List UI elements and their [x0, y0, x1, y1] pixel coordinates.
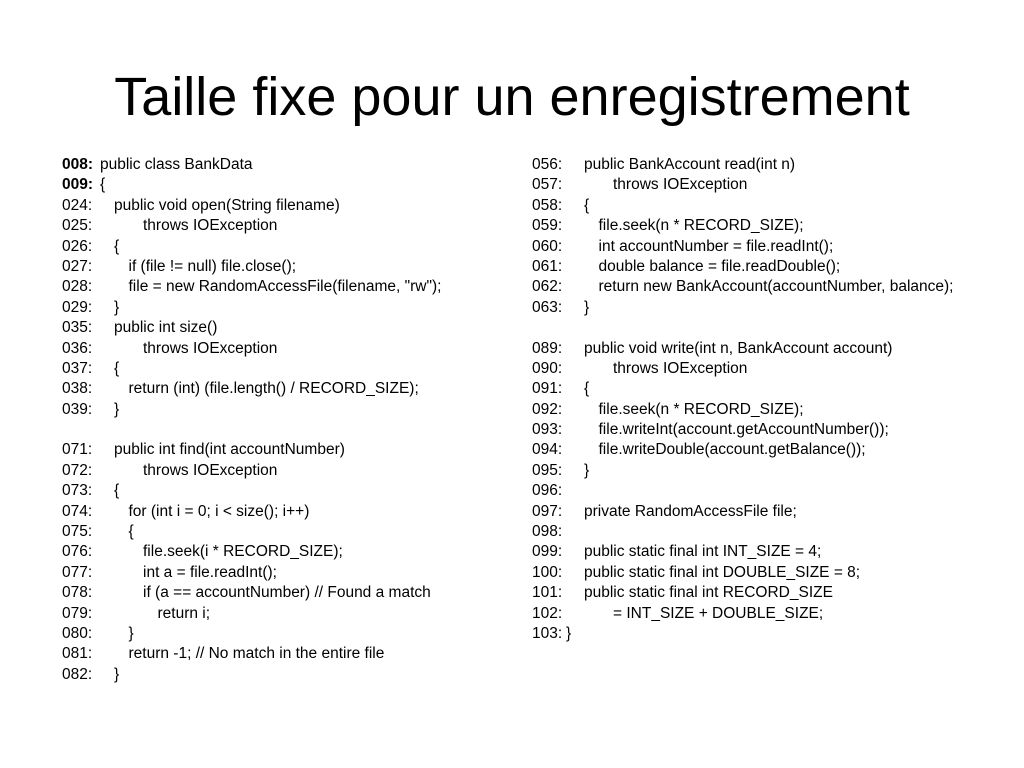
- code-text: public int find(int accountNumber): [114, 441, 345, 459]
- code-line: [532, 175, 1012, 195]
- line-number: 025:: [62, 217, 93, 235]
- code-text: {: [584, 196, 590, 214]
- line-number: 077:: [62, 563, 93, 581]
- code-text: return new BankAccount(accountNumber, balance);: [598, 278, 954, 296]
- code-text: {: [128, 523, 134, 541]
- code-line: [532, 216, 1012, 236]
- line-number: 076:: [62, 543, 93, 561]
- code-text: throws IOException: [613, 359, 748, 377]
- line-number: 024:: [62, 196, 93, 214]
- code-text: public BankAccount read(int n): [584, 156, 796, 173]
- code-line: [532, 318, 1012, 338]
- code-text: throws IOException: [613, 176, 748, 194]
- code-text: }: [114, 298, 120, 316]
- code-text: private RandomAccessFile file;: [584, 502, 797, 520]
- line-number: 078:: [62, 584, 93, 602]
- code-text: return i;: [157, 604, 211, 622]
- code-text: file.writeInt(account.getAccountNumber());: [598, 421, 889, 439]
- code-line: [532, 440, 1012, 460]
- code-line: [62, 604, 522, 624]
- code-line: [62, 440, 522, 460]
- code-line: [62, 481, 522, 501]
- code-line: [532, 359, 1012, 379]
- code-text: int a = file.readInt();: [143, 563, 277, 581]
- line-number: 092:: [532, 400, 563, 418]
- code-line: [532, 420, 1012, 440]
- code-text: public class BankData: [100, 156, 253, 173]
- code-line: [532, 624, 1012, 644]
- code-line: [532, 298, 1012, 318]
- line-number: 080:: [62, 624, 93, 642]
- code-line: [62, 624, 522, 644]
- code-text: throws IOException: [143, 339, 278, 357]
- code-line: [62, 277, 522, 297]
- code-text: {: [114, 482, 120, 500]
- code-line: [62, 665, 522, 685]
- code-line: [62, 237, 522, 257]
- line-number: 039:: [62, 400, 93, 418]
- line-number: 103:: [532, 624, 563, 642]
- code-line: [62, 155, 522, 175]
- code-line: [62, 298, 522, 318]
- line-number: 100:: [532, 563, 563, 581]
- line-number: 074:: [62, 502, 93, 520]
- code-line: [62, 461, 522, 481]
- line-number: 058:: [532, 196, 563, 214]
- line-number: 008:: [62, 156, 94, 173]
- code-text: }: [584, 298, 590, 316]
- code-line: [532, 379, 1012, 399]
- code-line: [532, 237, 1012, 257]
- code-text: public static final int RECORD_SIZE: [584, 584, 833, 602]
- line-number: 035:: [62, 319, 93, 337]
- code-line: [532, 400, 1012, 420]
- line-number: 072:: [62, 461, 93, 479]
- line-number: 063:: [532, 298, 563, 316]
- code-line: [532, 481, 1012, 501]
- code-text: public static final int DOUBLE_SIZE = 8;: [584, 563, 861, 581]
- code-line: [62, 400, 522, 420]
- code-text: public void open(String filename): [114, 196, 340, 214]
- line-number: 101:: [532, 584, 563, 602]
- line-number: 094:: [532, 441, 563, 459]
- line-number: 057:: [532, 176, 563, 194]
- line-number: 038:: [62, 380, 93, 398]
- line-number: 096:: [532, 482, 563, 500]
- line-number: 009:: [62, 176, 94, 194]
- code-line: [62, 318, 522, 338]
- line-number: 099:: [532, 543, 563, 561]
- slide-title: Taille fixe pour un enregistrement: [114, 67, 910, 127]
- code-line: [532, 155, 1012, 175]
- code-text: }: [566, 624, 572, 642]
- code-text: throws IOException: [143, 461, 278, 479]
- line-number: 060:: [532, 237, 563, 255]
- code-line: [62, 379, 522, 399]
- code-line: [532, 563, 1012, 583]
- code-text: file.seek(n * RECORD_SIZE);: [598, 400, 804, 418]
- code-line: [62, 563, 522, 583]
- line-number: 079:: [62, 604, 93, 622]
- code-line: [532, 542, 1012, 562]
- code-text: throws IOException: [143, 217, 278, 235]
- line-number: 059:: [532, 217, 563, 235]
- code-text: = INT_SIZE + DOUBLE_SIZE;: [613, 604, 824, 622]
- code-text: if (a == accountNumber) // Found a match: [143, 584, 431, 602]
- code-column-left: [62, 155, 522, 685]
- line-number: 090:: [532, 359, 563, 377]
- line-number: 027:: [62, 257, 93, 275]
- line-number: 026:: [62, 237, 93, 255]
- code-line: [62, 502, 522, 522]
- code-text: {: [114, 359, 120, 377]
- code-text: }: [128, 624, 134, 642]
- code-text: for (int i = 0; i < size(); i++): [128, 502, 310, 520]
- code-text: int accountNumber = file.readInt();: [598, 237, 834, 255]
- line-number: 029:: [62, 298, 93, 316]
- line-number: 037:: [62, 359, 93, 377]
- code-line: [62, 216, 522, 236]
- code-text: return (int) (file.length() / RECORD_SIZE);: [128, 380, 419, 398]
- code-text: {: [584, 380, 590, 398]
- code-line: [532, 502, 1012, 522]
- code-text: public static final int INT_SIZE = 4;: [584, 543, 822, 561]
- line-number: 036:: [62, 339, 93, 357]
- code-text: double balance = file.readDouble();: [598, 257, 841, 275]
- code-line: [62, 175, 522, 195]
- code-line: [62, 257, 522, 277]
- code-text: if (file != null) file.close();: [128, 257, 297, 275]
- line-number: 097:: [532, 502, 563, 520]
- code-line: [62, 339, 522, 359]
- line-number: 071:: [62, 441, 93, 459]
- code-text: }: [584, 461, 590, 479]
- code-text: {: [114, 237, 120, 255]
- line-number: 028:: [62, 278, 93, 296]
- code-line: [532, 461, 1012, 481]
- code-line: [62, 196, 522, 216]
- code-text: }: [114, 665, 120, 683]
- code-line: [62, 420, 522, 440]
- code-line: [62, 583, 522, 603]
- code-line: [532, 257, 1012, 277]
- code-text: public void write(int n, BankAccount account): [584, 339, 893, 357]
- line-number: 081:: [62, 645, 93, 663]
- code-text: }: [114, 400, 120, 418]
- line-number: 075:: [62, 523, 93, 541]
- line-number: 062:: [532, 278, 563, 296]
- line-number: 093:: [532, 421, 563, 439]
- code-text: file = new RandomAccessFile(filename, "rw");: [128, 278, 442, 296]
- code-text: return -1; // No match in the entire file: [128, 645, 385, 663]
- line-number: 082:: [62, 665, 93, 683]
- code-line: [532, 277, 1012, 297]
- code-column-right: [532, 155, 1012, 644]
- code-line: [532, 583, 1012, 603]
- code-line: [532, 604, 1012, 624]
- line-number: 102:: [532, 604, 563, 622]
- line-number: 056:: [532, 156, 563, 173]
- code-line: [62, 644, 522, 664]
- code-text: public int size(): [114, 319, 218, 337]
- line-number: 091:: [532, 380, 563, 398]
- code-text: file.writeDouble(account.getBalance());: [598, 441, 866, 459]
- code-text: file.seek(n * RECORD_SIZE);: [598, 217, 804, 235]
- code-text: {: [100, 176, 106, 194]
- code-line: [532, 522, 1012, 542]
- line-number: 098:: [532, 523, 563, 541]
- code-line: [62, 359, 522, 379]
- line-number: 095:: [532, 461, 563, 479]
- line-number: 089:: [532, 339, 563, 357]
- code-line: [62, 542, 522, 562]
- line-number: 073:: [62, 482, 93, 500]
- code-line: [62, 522, 522, 542]
- line-number: 061:: [532, 257, 563, 275]
- code-text: file.seek(i * RECORD_SIZE);: [143, 543, 343, 561]
- code-line: [532, 196, 1012, 216]
- code-line: [532, 339, 1012, 359]
